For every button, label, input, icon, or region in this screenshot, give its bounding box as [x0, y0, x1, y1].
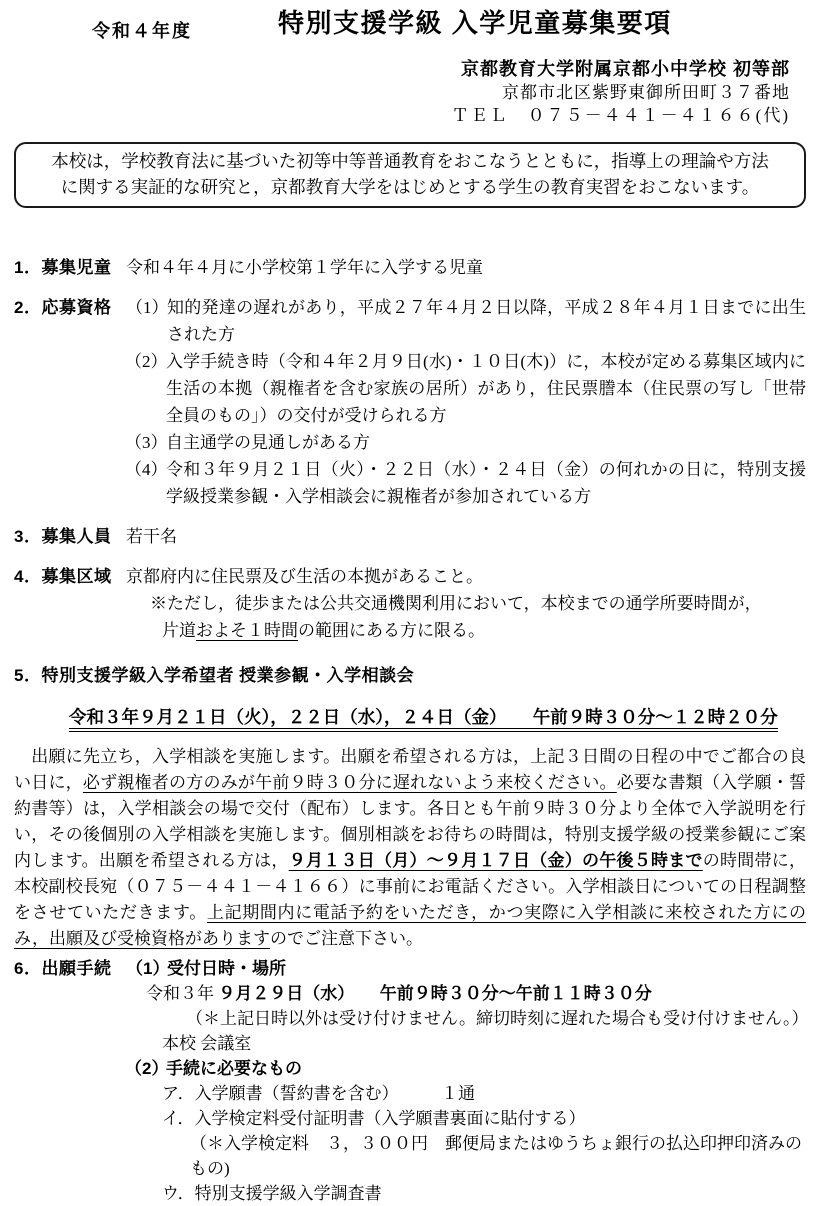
- eligibility-item-2-marker: （2）: [125, 352, 168, 371]
- fiscal-year-label: 令和４年度: [92, 21, 192, 41]
- consultation-schedule: 令和３年９月２１日（火），２２日（水），２４日（金） 午前９時３０分～１２時２０分: [69, 707, 778, 732]
- section-4-row: [14, 563, 806, 590]
- procedure-item-1-title: 受付日時・場所: [167, 959, 286, 978]
- procedure-item-1-marker: （1）: [126, 959, 170, 978]
- area-note-underlined: およそ１時間: [196, 621, 298, 640]
- section-capacity: [14, 523, 806, 550]
- section-6-label: 6．出願手続: [14, 959, 112, 978]
- para-seg-6-underlined: 上記期間内に電話予約をいただき，かつ実際に入学相談に来校された方にのみ，出願及び受検資格があります: [14, 903, 806, 948]
- eligibility-item-4-text: 令和３年９月２１日（火）・２２日（水）・２４日（金）の何れかの日に，特別支援学級授業参観・入学相談会に親権者が参加されている方: [166, 460, 806, 506]
- area-note-line-1: ※ただし，徒歩または公共交通機関利用において，本校までの通学所要時間が，: [150, 594, 762, 613]
- para-seg-7: のでご注意下さい。: [270, 929, 424, 948]
- section-5-label: 5．特別支援学級入学希望者 授業参観・入学相談会: [14, 666, 415, 685]
- section-6-row: [14, 956, 806, 981]
- procedure-item-2-title: 手続に必要なもの: [166, 1059, 302, 1078]
- required-doc-1: ア．入学願書（誓約書を含む） １通: [162, 1084, 476, 1103]
- section-recruited-children: [14, 254, 806, 281]
- section-4-label: 4．募集区域: [14, 567, 112, 586]
- eligibility-item-3: [14, 429, 806, 456]
- school-address: 京都市北区紫野東御所田町３７番地: [502, 83, 790, 102]
- mission-line-1: 本校は，学校教育法に基づいた初等中等普通教育をおこなうとともに，指導上の理論や方法: [51, 151, 769, 171]
- section-5-row: [14, 662, 806, 689]
- section-1-label: 1．募集児童: [14, 258, 112, 277]
- section-application-procedure: [14, 956, 809, 1206]
- eligibility-item-1-text: 知的発達の遅れがあり，平成２７年４月２日以降，平成２８年４月１日までに出生された方: [167, 298, 806, 344]
- section-eligibility: [14, 294, 806, 510]
- para-seg-1: 出願に先立ち，入学相談を実施します。出願を希望される方は，上記３日間の日程の中でご都合の良い日に，: [14, 747, 806, 792]
- procedure-item-2-row: [14, 1056, 806, 1081]
- required-doc-2-note: （＊入学検定料 ３，３００円 郵便局またはゆうちょ銀行の払込印押印済みのもの): [190, 1134, 802, 1178]
- reception-datetime-line: [14, 981, 806, 1006]
- section-1-content: 令和４年４月に小学校第１学年に入学する児童: [126, 258, 483, 277]
- eligibility-item-1-marker: （1）: [126, 298, 169, 317]
- section-recruitment-area: [14, 563, 806, 644]
- area-note-line-2: [14, 617, 806, 644]
- reception-date-bold: ９月２９日（水） 午前９時３０分～午前１１時３０分: [218, 984, 652, 1003]
- section-4-content: 京都府内に住民票及び生活の本拠があること。: [126, 567, 483, 586]
- page-title: 特別支援学級 入学児童募集要項: [278, 8, 672, 38]
- eligibility-item-4: [14, 456, 806, 510]
- area-note-suffix: の範囲にある方に限る。: [298, 621, 485, 640]
- school-info-block: [14, 58, 806, 127]
- eligibility-item-4-marker: （4）: [125, 460, 168, 479]
- section-3-content: 若干名: [126, 527, 177, 546]
- mission-line-2: に関する実証的な研究と，京都教育大学をはじめとする学生の教育実習をおこないます。: [60, 177, 760, 197]
- section-2-label: 2．応募資格: [14, 298, 112, 317]
- para-seg-2-underlined: 必ず親権者の方のみが午前９時３０分に遅れないよう来校ください。: [82, 773, 617, 792]
- school-phone: ＴＥＬ ０７５－４４１－４１６６(代): [451, 106, 790, 125]
- eligibility-item-2: [14, 348, 806, 429]
- required-doc-3: ウ．特別支援学級入学調査書: [162, 1184, 382, 1203]
- para-seg-3: 必要な書類（入学願・誓約書等）は，入学相談会の場で交付（配布）します。各日とも午前９時３０分より全体で入学説明を行い，その後個別の入学相談を実施します。個別相談をお待ちの時間は，特別支援学級の授業参観にご案内します。出願を希望される方は，: [14, 773, 807, 870]
- section-consultation: [14, 662, 806, 952]
- consultation-paragraph: [14, 744, 806, 952]
- procedure-item-2-marker: （2）: [125, 1059, 169, 1078]
- school-name: 京都教育大学附属京都小中学校 初等部: [461, 59, 790, 79]
- section-2-row: [14, 294, 806, 348]
- reception-place: 本校 会議室: [162, 1034, 252, 1053]
- document-header: [14, 8, 806, 54]
- school-mission-box: [14, 142, 806, 208]
- required-doc-2: イ．入学検定料受付証明書（入学願書裏面に貼付する）: [162, 1109, 586, 1128]
- reception-date-prefix: 令和３年: [146, 984, 219, 1003]
- section-3-label: 3．募集人員: [14, 527, 112, 546]
- reception-note: （＊上記日時以外は受け付けません。締切時刻に遅れた場合も受け付けません。）: [186, 1009, 809, 1028]
- consultation-schedule-line: [69, 704, 806, 731]
- para-seg-4-bold-underlined: ９月１３日（月）～９月１７日（金）の午後５時まで: [288, 851, 703, 870]
- eligibility-item-2-text: 入学手続き時（令和４年２月９日(水)・１０日(木)）に，本校が定める募集区域内に生活の本拠（親権者を含む家族の居所）があり，住民票謄本（住民票の写し「世帯全員のもの」）の交付が受けられる方: [166, 352, 806, 425]
- eligibility-item-3-text: 自主通学の見通しがある方: [166, 433, 370, 452]
- area-note-prefix: 片道: [162, 621, 196, 640]
- para-seg-5: の時間帯に，本校副校長宛（０７５－４４１－４１６６）に事前にお電話ください。入学相談日についての日程調整をさせていただきます。: [14, 851, 807, 922]
- eligibility-item-3-marker: （3）: [125, 433, 168, 452]
